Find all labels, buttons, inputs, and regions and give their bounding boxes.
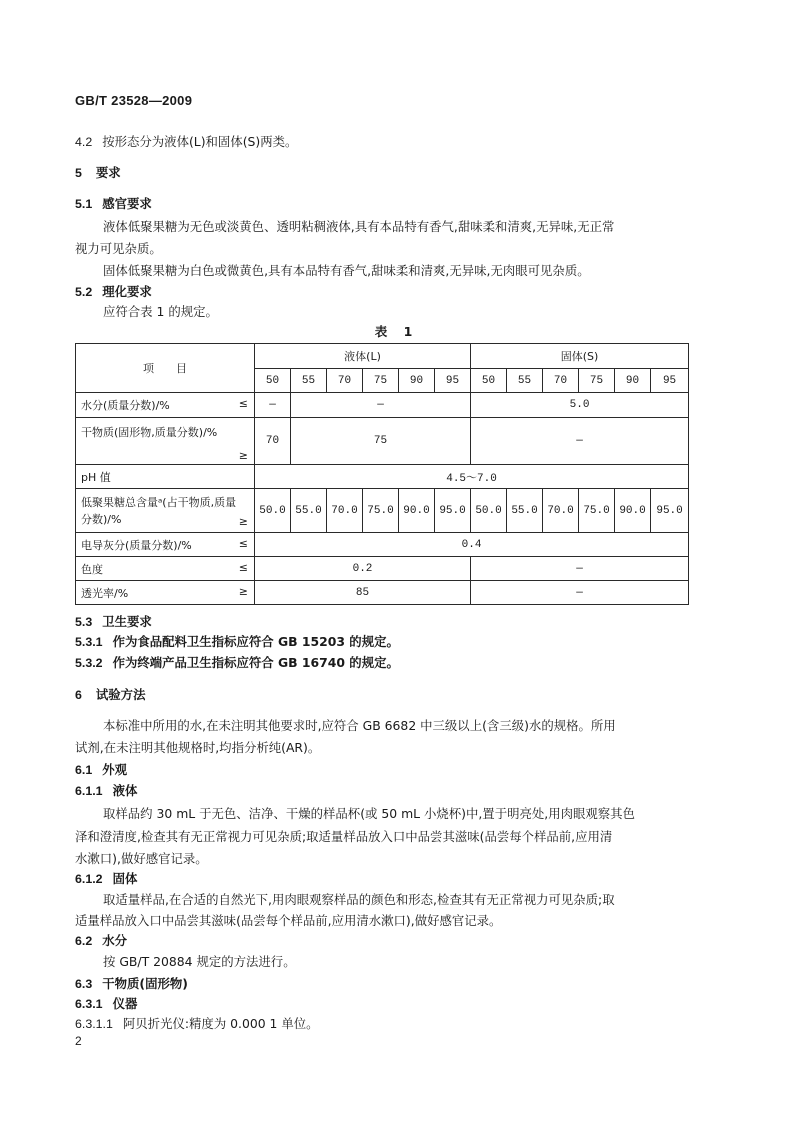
grade-cell: 95 [435,369,471,393]
value-cell: 75.0 [579,489,615,533]
value-cell: 95.0 [435,489,471,533]
section-6-para-line1: 本标准中所用的水,在未注明其他要求时,应符合 GB 6682 中三级以上(含三级)水的规格。所用 [103,718,616,733]
clause-5-3-1: 5.3.1 作为食品配料卫生指标应符合 GB 15203 的规定。 [75,634,399,649]
grade-cell: 55 [291,369,327,393]
value-cell: 70.0 [327,489,363,533]
grade-cell: 70 [327,369,363,393]
clause-4-2: 4.2 按形态分为液体(L)和固体(S)两类。 [75,134,298,149]
grade-cell: 55 [507,369,543,393]
value-cell: 0.4 [255,533,689,557]
row-transmittance [76,581,689,605]
grade-cell: 50 [255,369,291,393]
table-header-item: 项 目 [76,344,255,393]
operator: ≤ [238,536,248,550]
value-cell: 0.2 [255,557,471,581]
table-header-solid: 固体(S) [471,344,689,369]
value-cell: 90.0 [615,489,651,533]
grade-cell: 75 [363,369,399,393]
clause-5-1-heading: 5.1 感官要求 [75,196,152,211]
value-cell: 75.0 [363,489,399,533]
operator: ≥ [238,515,248,528]
clause-6-2-para: 按 GB/T 20884 规定的方法进行。 [103,954,296,969]
value-cell: 55.0 [507,489,543,533]
clause-6-1-heading: 6.1 外观 [75,762,128,777]
section-5-heading: 5 要求 [75,165,121,180]
clause-6-3-1-heading: 6.3.1 仪器 [75,996,138,1011]
row-color [76,557,689,581]
clause-5-1-para1-line1: 液体低聚果糖为无色或淡黄色、透明粘稠液体,具有本品特有香气,甜味柔和清爽,无异味,无正常 [103,219,615,234]
row-label: 干物质(固形物,质量分数)/% ≥ [76,418,255,465]
value-cell: — [471,557,689,581]
value-cell: — [255,393,291,418]
clause-6-1-2-line1: 取适量样品,在合适的自然光下,用肉眼观察样品的颜色和形态,检查其有无正常视力可见杂质;取 [103,892,615,907]
row-dry-matter [76,418,689,465]
standard-number: GB/T 23528—2009 [75,93,193,108]
value-cell: 85 [255,581,471,605]
clause-5-3-2: 5.3.2 作为终端产品卫生指标应符合 GB 16740 的规定。 [75,655,399,670]
clause-6-1-2-line2: 适量样品放入口中品尝其滋味(品尝每个样品前,应用清水漱口),做好感官记录。 [75,913,502,928]
operator: ≤ [238,560,248,574]
value-cell: 90.0 [399,489,435,533]
row-moisture [76,393,689,418]
clause-6-3-heading: 6.3 干物质(固形物) [75,976,188,991]
value-cell: 95.0 [651,489,689,533]
value-cell: 5.0 [471,393,689,418]
value-cell: 75 [291,418,471,465]
value-cell: — [291,393,471,418]
section-6-para-line2: 试剂,在未注明其他规格时,均指分析纯(AR)。 [75,740,321,755]
clause-6-1-1-heading: 6.1.1 液体 [75,783,138,798]
clause-6-1-1-line2: 泽和澄清度,检查其有无正常视力可见杂质;取适量样品放入口中品尝其滋味(品尝每个样品前,应用清 [75,829,613,844]
operator: ≥ [238,449,248,462]
value-cell: 4.5～7.0 [255,465,689,489]
value-cell: 55.0 [291,489,327,533]
value-cell: 50.0 [255,489,291,533]
grade-cell: 75 [579,369,615,393]
clause-5-3-heading: 5.3 卫生要求 [75,614,152,629]
value-cell: 70 [255,418,291,465]
clause-5-1-para2: 固体低聚果糖为白色或微黄色,具有本品特有香气,甜味柔和清爽,无异味,无肉眼可见杂质。 [103,263,590,278]
clause-6-1-2-heading: 6.1.2 固体 [75,871,138,886]
row-ph [76,465,689,489]
row-label: 水分(质量分数)/% ≤ [76,393,255,418]
row-label: pH 值 [76,465,255,489]
value-cell: — [471,581,689,605]
clause-6-3-1-1: 6.3.1.1 阿贝折光仪:精度为 0.000 1 单位。 [75,1016,319,1031]
grade-cell: 90 [399,369,435,393]
grade-cell: 95 [651,369,689,393]
operator: ≤ [238,397,248,410]
clause-6-1-1-line1: 取样品约 30 mL 于无色、洁净、干燥的样品杯(或 50 mL 小烧杯)中,置于明亮处,用肉眼观察其色 [103,806,635,821]
grade-cell: 90 [615,369,651,393]
row-label: 低聚果糖总含量ᵃ(占干物质,质量分数)/% ≥ [76,489,255,533]
page-number: 2 [75,1034,82,1048]
value-cell: 50.0 [471,489,507,533]
grade-cell: 50 [471,369,507,393]
section-6-heading: 6 试验方法 [75,687,146,702]
clause-5-2-para: 应符合表 1 的规定。 [103,304,218,319]
table-caption: 表 1 [374,324,419,339]
requirements-table [75,343,689,605]
row-label: 电导灰分(质量分数)/% ≤ [76,533,255,557]
row-label: 色度 ≤ [76,557,255,581]
table-header-liquid: 液体(L) [255,344,471,369]
value-cell: 70.0 [543,489,579,533]
row-conductivity-ash [76,533,689,557]
clause-6-1-1-line3: 水漱口),做好感官记录。 [75,851,208,866]
value-cell: — [471,418,689,465]
clause-5-2-heading: 5.2 理化要求 [75,284,152,299]
row-label: 透光率/% ≥ [76,581,255,605]
clause-5-1-para1-line2: 视力可见杂质。 [75,241,162,256]
operator: ≥ [238,584,248,598]
clause-6-2-heading: 6.2 水分 [75,933,128,948]
row-fos-content [76,489,689,533]
grade-cell: 70 [543,369,579,393]
